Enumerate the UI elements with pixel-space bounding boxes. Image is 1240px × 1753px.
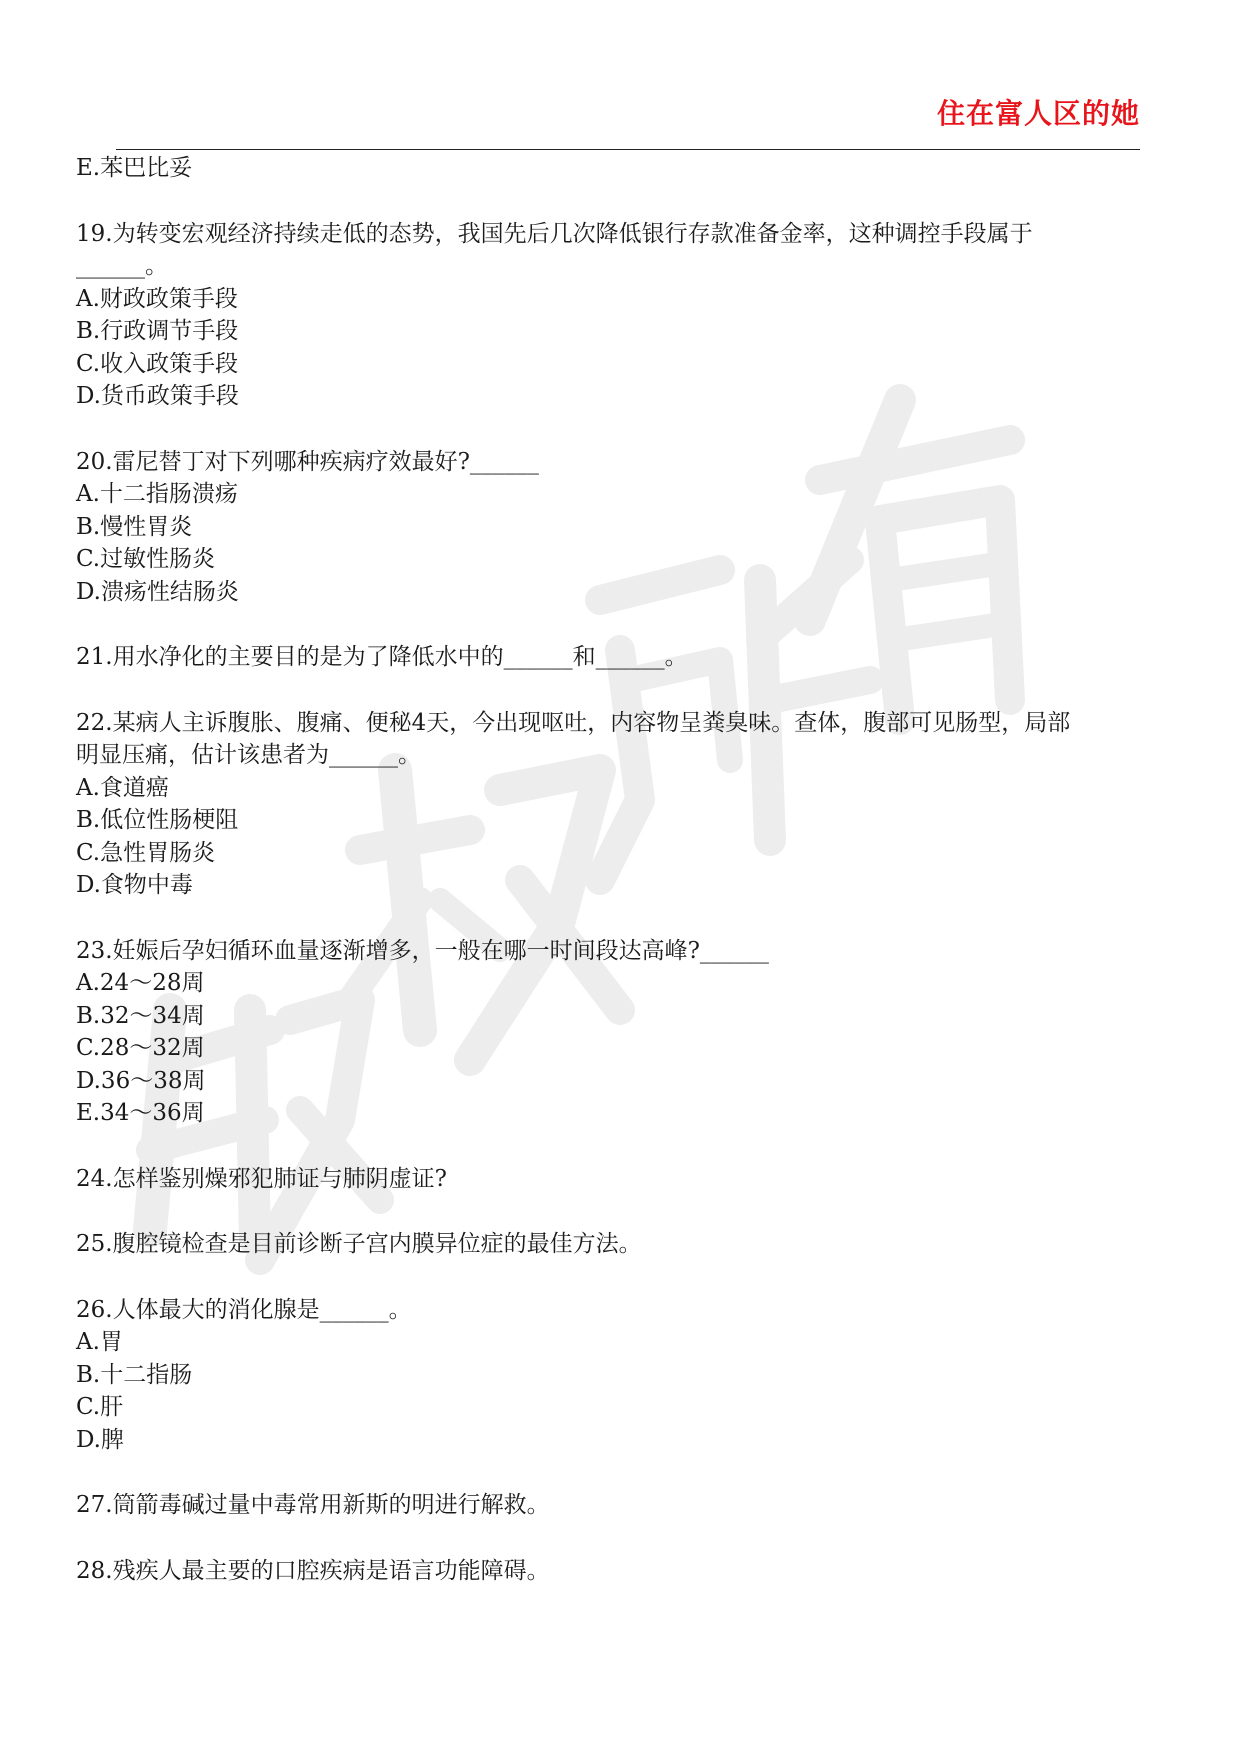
- answer-option: C.收入政策手段: [76, 350, 239, 377]
- question-list: [76, 152, 1176, 1620]
- answer-option: D.脾: [76, 1426, 124, 1453]
- question-item: [76, 1555, 1176, 1588]
- question-item: [76, 446, 1176, 609]
- answer-option: A.食道癌: [76, 774, 169, 801]
- answer-option: A.24～28周: [76, 970, 205, 996]
- answer-option: A.胃: [76, 1329, 123, 1355]
- answer-option: C.肝: [76, 1394, 124, 1420]
- previous-question-tail: [76, 152, 1176, 185]
- question-stem: 19.为转变宏观经济持续走低的态势，我国先后几次降低银行存款准备金率，这种调控手段属于: [76, 220, 1033, 247]
- answer-option: C.28～32周: [76, 1035, 205, 1061]
- answer-option: D.36～38周: [76, 1067, 206, 1094]
- question-item: [76, 1163, 1176, 1196]
- answer-option: A.财政政策手段: [76, 285, 238, 312]
- question-item: [76, 1294, 1176, 1457]
- answer-option: D.溃疡性结肠炎: [76, 578, 239, 605]
- answer-option: B.32～34周: [76, 1002, 205, 1029]
- question-stem: 27.筒箭毒碱过量中毒常用新斯的明进行解救。: [76, 1492, 550, 1518]
- answer-option: A.十二指肠溃疡: [76, 481, 238, 507]
- question-item: [76, 641, 1176, 674]
- question-stem: 24.怎样鉴别燥邪犯肺证与肺阴虚证?: [76, 1165, 447, 1192]
- answer-option: B.慢性胃炎: [76, 513, 193, 540]
- answer-option: B.低位性肠梗阻: [76, 807, 239, 833]
- question-item: [76, 1489, 1176, 1522]
- header-brand: 住在富人区的她: [936, 97, 1140, 130]
- question-stem: 22.某病人主诉腹胀、腹痛、便秘4天，今出现呕吐，内容物呈粪臭味。查体，腹部可见肠型，局部: [76, 709, 1071, 736]
- question-stem: 28.残疾人最主要的口腔疾病是语言功能障碍。: [76, 1557, 550, 1584]
- question-item: [76, 707, 1176, 902]
- question-stem: 20.雷尼替丁对下列哪种疾病疗效最好?______: [76, 448, 539, 475]
- option: E.苯巴比妥: [76, 155, 193, 181]
- question-item: [76, 935, 1176, 1130]
- answer-option: C.过敏性肠炎: [76, 546, 216, 572]
- question-stem: 25.腹腔镜检查是目前诊断子宫内膜异位症的最佳方法。: [76, 1231, 642, 1257]
- answer-option: C.急性胃肠炎: [76, 839, 216, 866]
- question-stem: 26.人体最大的消化腺是______。: [76, 1296, 412, 1323]
- answer-option: B.十二指肠: [76, 1361, 193, 1388]
- answer-option: D.货币政策手段: [76, 383, 239, 409]
- header-divider: [116, 149, 1140, 150]
- answer-option: E.34～36周: [76, 1100, 205, 1126]
- question-stem-continued: 明显压痛，估计该患者为______。: [76, 742, 421, 768]
- answer-option: D.食物中毒: [76, 872, 193, 898]
- question-item: [76, 1228, 1176, 1261]
- question-item: [76, 218, 1176, 413]
- question-stem-continued: ______。: [76, 253, 168, 279]
- question-stem: 21.用水净化的主要目的是为了降低水中的______和______。: [76, 644, 688, 670]
- answer-option: B.行政调节手段: [76, 318, 239, 344]
- question-stem: 23.妊娠后孕妇循环血量逐渐增多，一般在哪一时间段达高峰?______: [76, 937, 769, 964]
